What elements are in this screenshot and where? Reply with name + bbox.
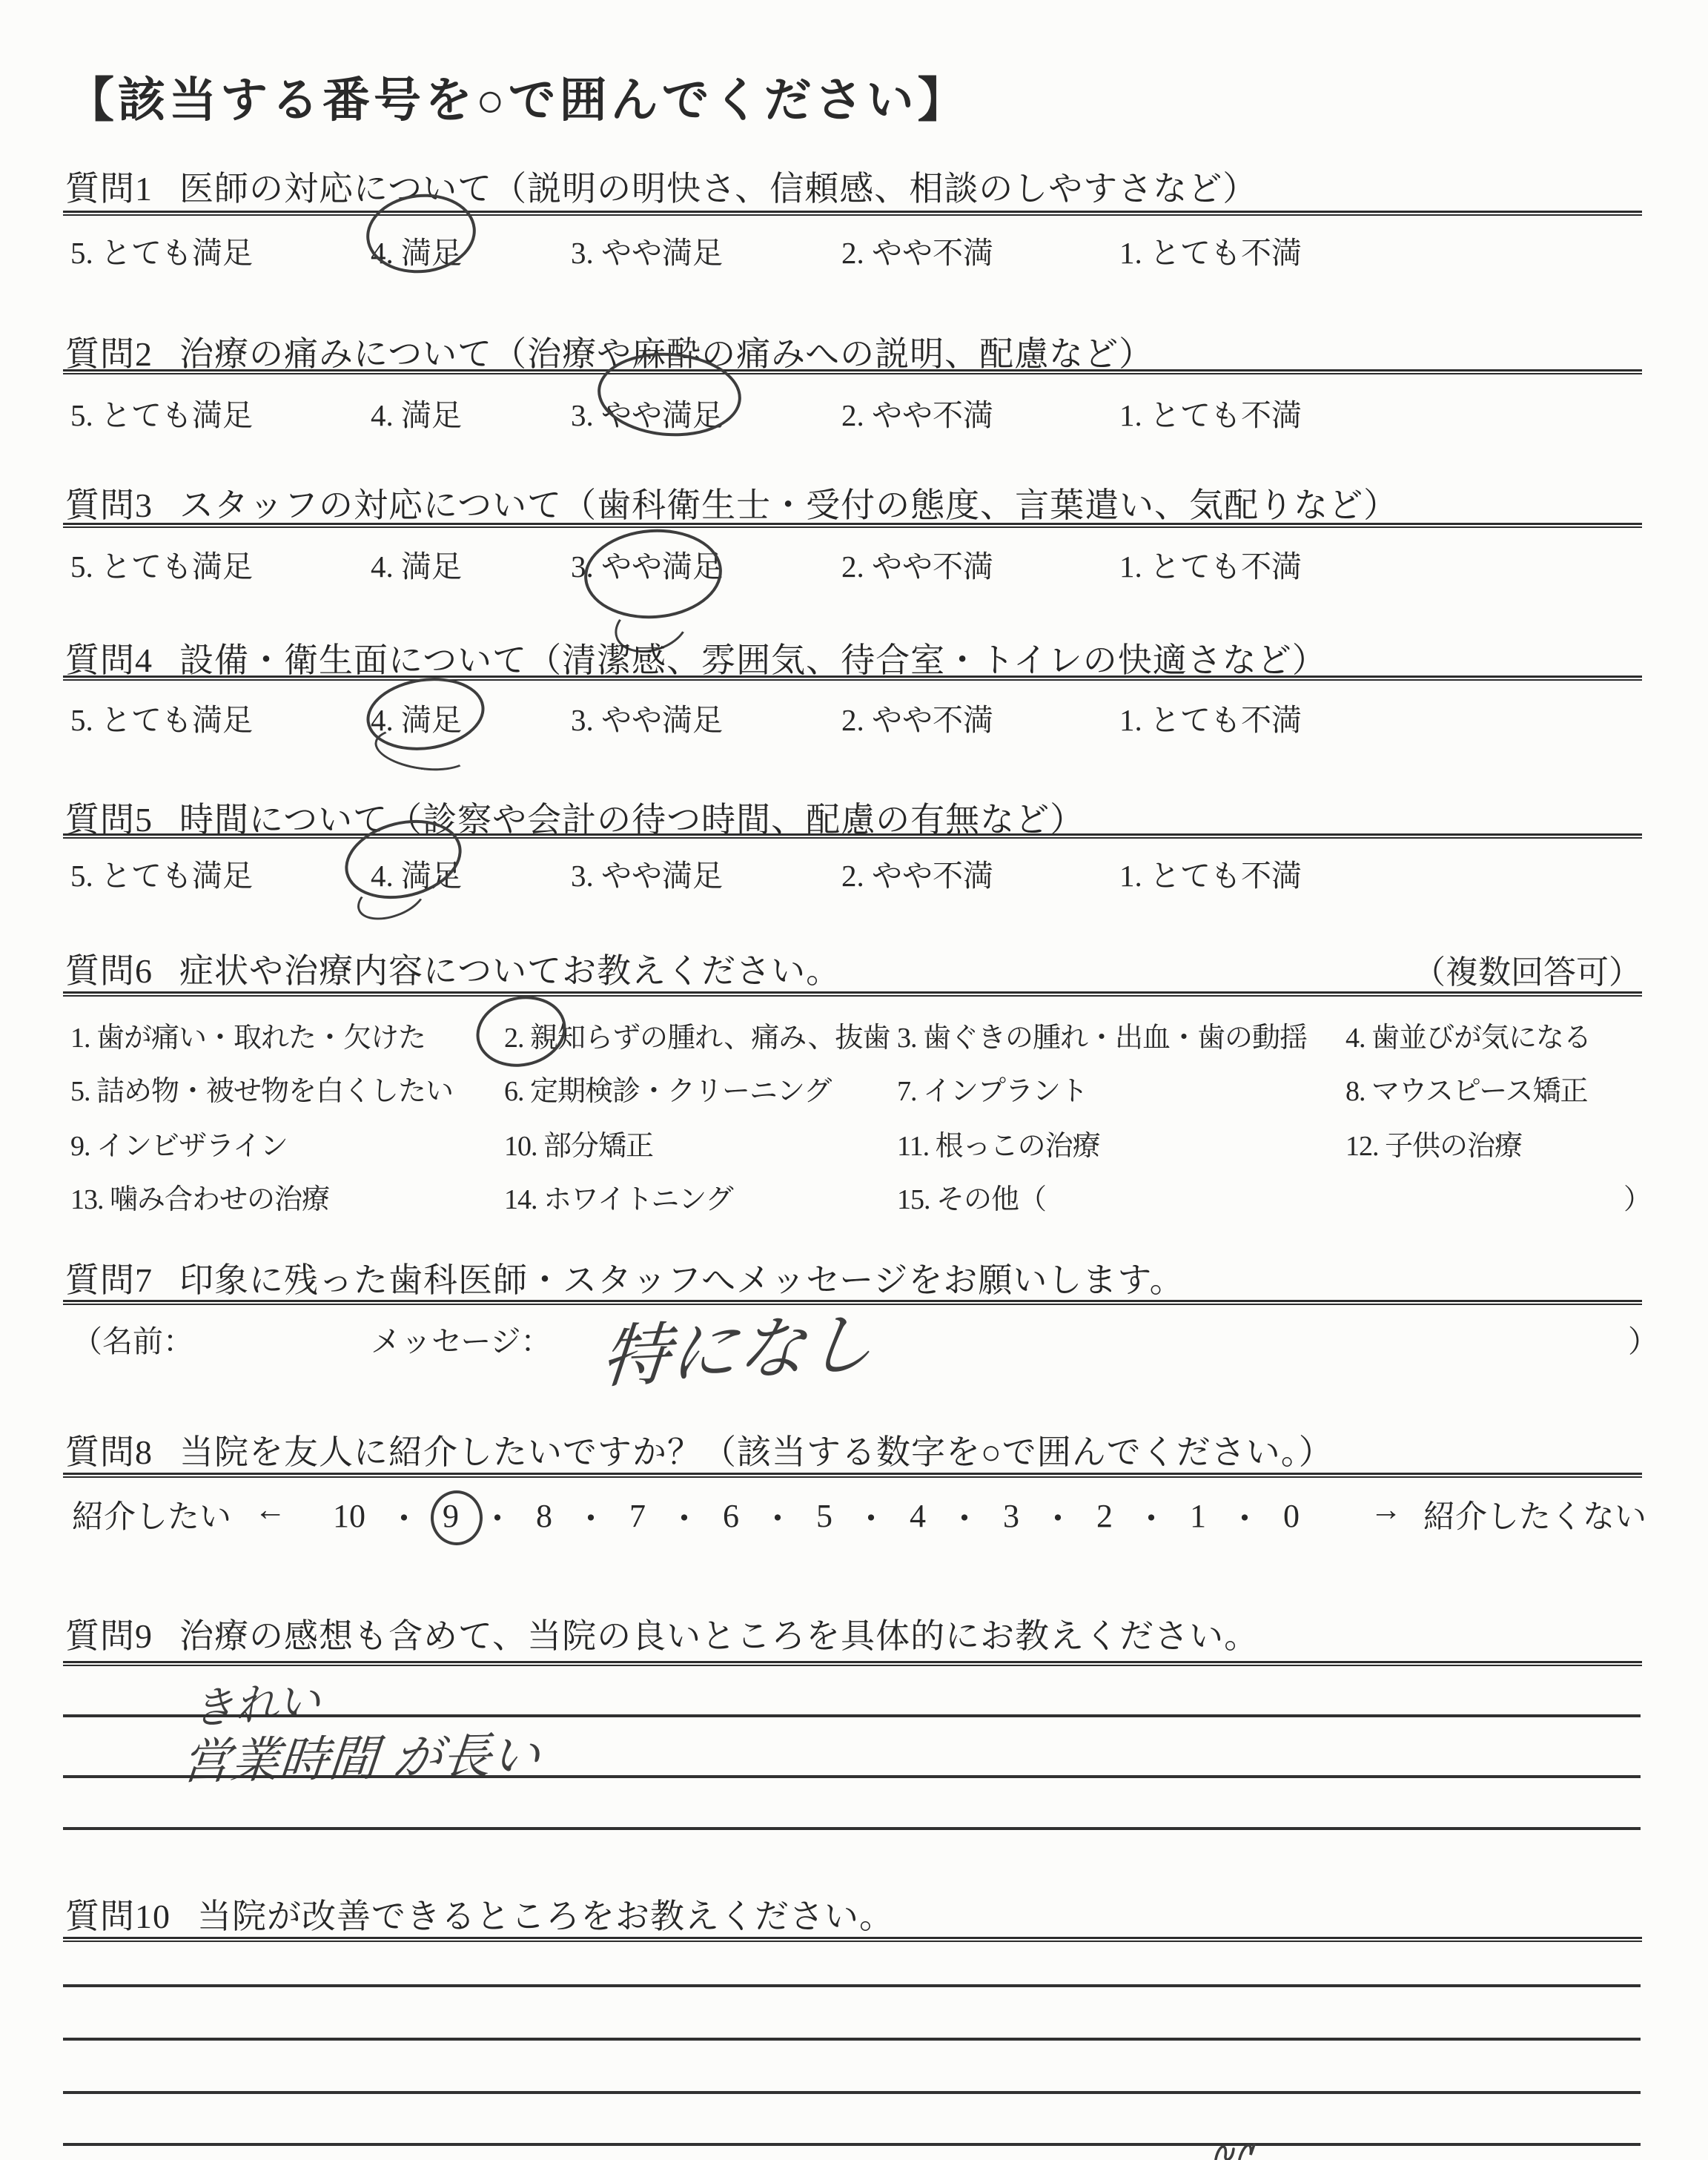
q6-item-6[interactable]: 6. 定期検診・クリーニング [504,1076,832,1107]
q8-number-10[interactable]: 10 [333,1497,365,1534]
q8-dot: ・ [855,1501,887,1537]
q3-option-5[interactable]: 5. とても満足 [70,549,253,584]
q6-item-7[interactable]: 7. インプラント [897,1076,1088,1107]
handwritten-mark [1210,2138,1277,2160]
q6-underline [63,991,1642,997]
q4-label: 質問4 [65,641,153,679]
q4-options [63,696,1649,737]
q1-options [63,228,1649,270]
q3-option-1[interactable]: 1. とても不満 [1119,549,1302,584]
q6-item-4[interactable]: 4. 歯並びが気になる [1345,1023,1592,1054]
q2-label: 質問2 [65,335,153,373]
q7-name-label: （名前： [72,1324,193,1358]
q8-number-scale [333,1492,1300,1539]
q2-underline [63,369,1642,374]
q8-right-label: 紹介したくない [1423,1500,1646,1535]
q1-label: 質問1 [65,170,153,208]
q9-answer-line-2 [63,1775,1641,1778]
q3-options [63,542,1649,584]
q9-underline [63,1661,1642,1666]
q8-handwritten-circle [431,1490,483,1545]
q6-item-11[interactable]: 11. 根っこの治療 [897,1131,1100,1162]
q5-option-3[interactable]: 3. やや満足 [571,859,723,893]
q10-underline [63,1937,1642,1942]
q8-title: 当院を友人に紹介したいですか？（該当する数字を○で囲んでください。） [179,1433,1334,1471]
q3-underline [63,523,1642,528]
q8-number-3[interactable]: 3 [1003,1497,1019,1534]
q8-number-9-text: 9 [443,1497,459,1534]
q5-option-1[interactable]: 1. とても不満 [1119,859,1302,893]
q4-option-2[interactable]: 2. やや不満 [841,703,993,737]
q5-option-5[interactable]: 5. とても満足 [70,859,253,893]
q8-dot: ・ [575,1501,607,1537]
q8-dot: ・ [1135,1501,1168,1537]
q9-label: 質問9 [65,1617,153,1655]
q8-right-arrow-icon: → [1370,1493,1402,1527]
q3-option-2[interactable]: 2. やや不満 [841,549,993,584]
q6-item-5[interactable]: 5. 詰め物・被せ物を白くしたい [70,1076,454,1107]
q9-heading [65,1609,1259,1658]
q6-item-15[interactable]: 15. その他（ [897,1184,1047,1215]
q6-item-3[interactable]: 3. 歯ぐきの腫れ・出血・歯の動揺 [897,1023,1308,1054]
q1-option-1[interactable]: 1. とても不満 [1119,236,1302,270]
q4-option-1[interactable]: 1. とても不満 [1119,703,1302,737]
q5-title: 時間について（診察や会計の待つ時間、配慮の有無など） [179,801,1085,839]
q8-dot: ・ [388,1501,420,1537]
q6-multiple-answers-note: （複数回答可） [1413,954,1641,991]
q8-left-arrow-icon: ← [254,1493,286,1527]
q2-option-1[interactable]: 1. とても不満 [1119,398,1302,432]
q3-title: スタッフの対応について（歯科衛生士・受付の態度、言葉遣い、気配りなど） [179,486,1399,524]
q8-number-8[interactable]: 8 [536,1497,552,1534]
q10-title: 当院が改善できるところをお教えください。 [197,1898,894,1935]
q9-handwritten-line-1[interactable]: きれい [190,1675,322,1734]
q8-number-6[interactable]: 6 [723,1497,739,1534]
q8-underline [63,1473,1642,1478]
q8-number-4[interactable]: 4 [910,1497,926,1534]
q8-label: 質問8 [65,1433,153,1471]
q8-number-2[interactable]: 2 [1096,1497,1113,1534]
q2-option-3[interactable]: 3. やや満足 [571,398,723,432]
q3-label: 質問3 [65,486,153,524]
q8-number-5[interactable]: 5 [816,1497,833,1534]
q6-item-9[interactable]: 9. インビザライン [70,1131,288,1162]
q10-heading [65,1889,894,1938]
q2-title: 治療の痛みについて（治療や麻酔の痛みへの説明、配慮など） [179,335,1154,373]
q8-dot: ・ [668,1501,701,1537]
q2-option-5[interactable]: 5. とても満足 [70,398,253,432]
q6-heading [65,944,841,993]
q4-option-4[interactable]: 4. 満足 [371,703,462,737]
q6-item-14[interactable]: 14. ホワイトニング [504,1184,733,1215]
q8-dot: ・ [481,1501,514,1537]
q1-option-3[interactable]: 3. やや満足 [571,236,723,270]
q6-handwritten-circle [470,988,573,1074]
q8-number-0[interactable]: 0 [1283,1497,1300,1534]
q1-title: 医師の対応について（説明の明快さ、信頼感、相談のしやすさなど） [179,170,1258,208]
q4-title: 設備・衛生面について（清潔感、雰囲気、待合室・トイレの快適さなど） [179,641,1327,679]
q10-answer-line-4 [63,2143,1641,2146]
q8-dot: ・ [1228,1501,1261,1537]
q1-heading [65,162,1257,211]
q3-option-3[interactable]: 3. やや満足 [571,549,723,584]
q7-close-paren: ） [1628,1324,1658,1358]
q1-option-4[interactable]: 4. 満足 [371,236,462,270]
q3-option-4[interactable]: 4. 満足 [371,549,462,584]
q8-number-1[interactable]: 1 [1190,1497,1206,1534]
q6-title: 症状や治療内容についてお教えください。 [179,952,841,990]
q10-label: 質問10 [65,1898,171,1935]
q6-item-15-close-paren: ） [1623,1184,1652,1215]
q5-option-4[interactable]: 4. 満足 [371,859,462,893]
q7-heading [65,1253,1185,1302]
q2-option-2[interactable]: 2. やや不満 [841,398,993,432]
q7-title: 印象に残った歯科医師・スタッフへメッセージをお願いします。 [179,1261,1185,1299]
q4-option-5[interactable]: 5. とても満足 [70,703,253,737]
q6-item-2[interactable]: 2. 親知らずの腫れ、痛み、抜歯 [504,1023,890,1054]
q6-item-12[interactable]: 12. 子供の治療 [1345,1131,1523,1162]
q7-handwritten-message[interactable]: 特になし [598,1304,878,1398]
q4-underline [63,676,1642,681]
q3-heading [65,478,1398,527]
q4-option-3[interactable]: 3. やや満足 [571,703,723,737]
q8-dot: ・ [761,1501,794,1537]
q5-label: 質問5 [65,801,153,839]
q10-answer-line-3 [63,2091,1641,2094]
q2-option-4[interactable]: 4. 満足 [371,398,462,432]
q9-title: 治療の感想も含めて、当院の良いところを具体的にお教えください。 [179,1617,1260,1655]
q6-item-1[interactable]: 1. 歯が痛い・取れた・欠けた [70,1023,426,1054]
q6-item-13[interactable]: 13. 噛み合わせの治療 [70,1184,330,1215]
q1-option-5[interactable]: 5. とても満足 [70,236,253,270]
q7-label: 質問7 [65,1261,153,1299]
q5-options [63,851,1649,893]
q8-heading [65,1425,1334,1474]
q5-underline [63,833,1642,839]
q9-answer-line-3 [63,1827,1641,1830]
q10-answer-line-2 [63,2038,1641,2041]
q7-message-label: メッセージ： [371,1324,552,1358]
q2-options [63,391,1649,432]
q5-option-2[interactable]: 2. やや不満 [841,859,993,893]
q8-number-9[interactable] [443,1497,459,1535]
q8-left-label: 紹介したい [72,1500,231,1535]
q1-option-2[interactable]: 2. やや不満 [841,236,993,270]
q10-answer-line-1 [63,1984,1641,1987]
q8-number-7[interactable]: 7 [629,1497,646,1534]
q8-dot: ・ [948,1501,981,1537]
q6-item-10[interactable]: 10. 部分矯正 [504,1131,654,1162]
page-title: 【該当する番号を○で囲んでください】 [67,74,969,127]
q1-underline [63,211,1642,216]
q8-dot: ・ [1042,1501,1074,1537]
q9-handwritten-line-2[interactable]: 営業時間 が長い [179,1726,543,1791]
q6-item-8[interactable]: 8. マウスピース矯正 [1345,1076,1588,1107]
q6-label: 質問6 [65,952,153,990]
q9-answer-line-1 [63,1714,1641,1717]
